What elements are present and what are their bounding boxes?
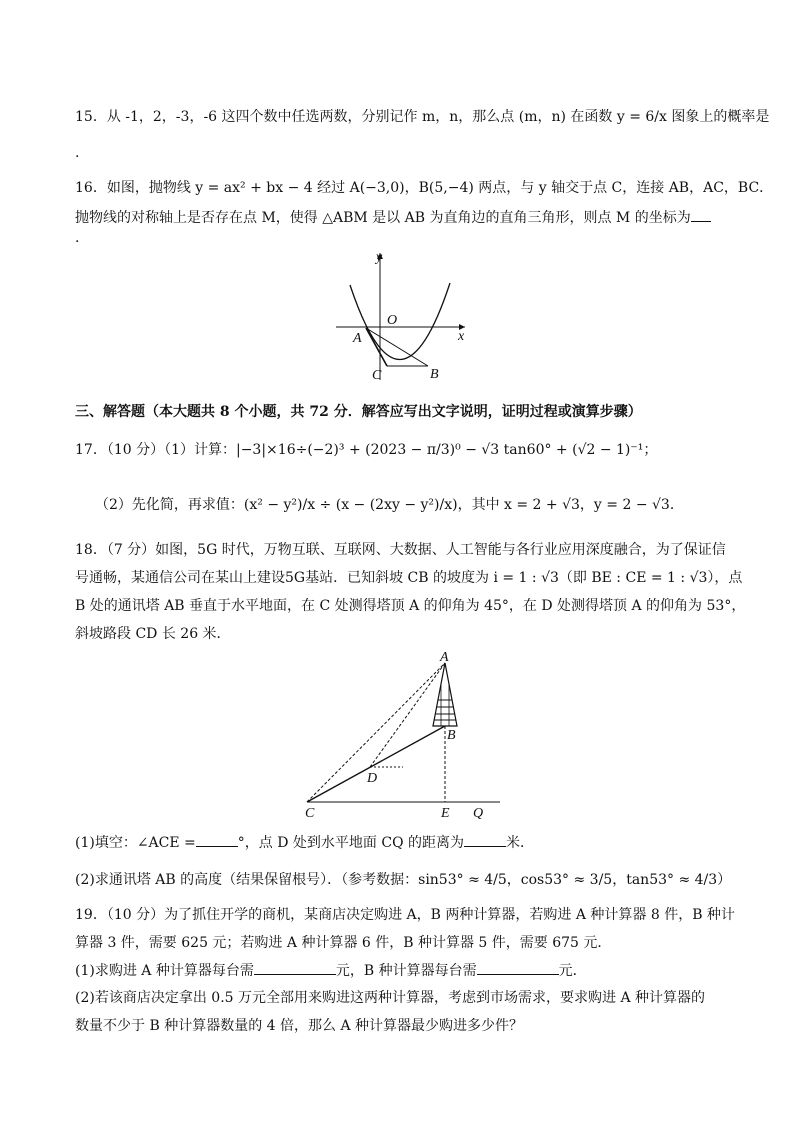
- q18-sub1: [75, 832, 534, 853]
- q15-line2: .: [75, 145, 80, 161]
- q16-line1: 16．如图，抛物线 y = ax² + bx − 4 经过 A(−3,0)，B(5,−4) 两点，与 y 轴交于点 C，连接 AB，AC，BC．: [75, 180, 774, 196]
- q16-line2: [75, 207, 711, 228]
- q18-line3: B 处的通讯塔 AB 垂直于水平地面，在 C 处测得塔顶 A 的仰角为 45°，在 D 处测得塔顶 A 的仰角为 53°，: [75, 598, 746, 614]
- label-q: Q: [473, 806, 484, 821]
- q17-part1: 17．（10 分）（1）计算：|−3|×16÷(−2)³ + (2023 − π/3)⁰ − √3 tan60° + (√2 − 1)⁻¹；: [75, 442, 658, 458]
- segment-ab: [366, 328, 428, 366]
- label-y: y: [376, 250, 383, 265]
- q19-line2: 算器 3 件，需要 625 元；若购进 A 种计算器 6 件，B 种计算器 5 件，需要 675 元．: [75, 935, 612, 951]
- q18-angle-blank: [196, 832, 238, 847]
- label-b: B: [430, 367, 439, 382]
- q19-sub1-c: 元．: [558, 963, 587, 979]
- q16-answer-blank: [691, 207, 711, 222]
- label-c: C: [372, 368, 382, 383]
- segment-ac: [366, 328, 387, 366]
- q18-distance-blank: [464, 832, 506, 847]
- tower-figure: [295, 645, 515, 825]
- da-dashed: [370, 663, 445, 767]
- label-b: B: [447, 728, 456, 743]
- q19-sub1-a: (1)求购进 A 种计算器每台需: [75, 963, 254, 979]
- section-title: 三、解答题（本大题共 8 个小题，共 72 分．解答应写出文字说明，证明过程或演算步骤）: [75, 404, 642, 420]
- q18-sub2: (2)求通讯塔 AB 的高度（结果保留根号）．（参考数据：sin53° ≈ 4/5，cos53° ≈ 3/5，tan53° ≈ 4/3）: [75, 872, 732, 888]
- parabola-curve: [350, 283, 450, 360]
- q19-line1: 19．（10 分）为了抓住开学的商机，某商店决定购进 A，B 两种计算器，若购进 A 种计算器 8 件，B 种计: [75, 907, 735, 923]
- slope-cb: [307, 726, 445, 802]
- label-a: A: [440, 650, 449, 665]
- q18-line1: 18．（7 分）如图，5G 时代，万物互联、互联网、大数据、人工智能与各行业应用深度融合，为了保证信: [75, 542, 726, 558]
- q19-sub2-line1: (2)若该商店决定拿出 0.5 万元全部用来购进这两种计算器，考虑到市场需求，要求购进 A 种计算器的: [75, 990, 706, 1006]
- parabola-figure: [330, 245, 480, 385]
- q19-sub1: [75, 960, 587, 981]
- label-e: E: [441, 806, 450, 821]
- q19-sub1-b: 元，B 种计算器每台需: [335, 963, 477, 979]
- q18-sub1-c: 米．: [506, 835, 535, 851]
- q15-line1: 15．从 -1，2，-3，-6 这四个数中任选两数，分别记作 m，n，那么点 (m，n) 在函数 y = 6/x 图象上的概率是: [75, 109, 770, 125]
- q19-price-a-blank: [254, 960, 336, 975]
- tower: [433, 663, 457, 726]
- label-x: x: [458, 329, 465, 344]
- q18-sub1-b: °，点 D 处到水平地面 CQ 的距离为: [237, 835, 465, 851]
- label-o: O: [387, 313, 398, 328]
- label-c: C: [305, 806, 315, 821]
- q19-sub2-line2: 数量不少于 B 种计算器数量的 4 倍，那么 A 种计算器最少购进多少件？: [75, 1018, 524, 1034]
- q18-line2: 号通畅，某通信公司在某山上建设5G基站．已知斜坡 CB 的坡度为 i = 1 : √3（即 BE : CE = 1 : √3），点: [75, 570, 743, 586]
- q16-line2-text: 抛物线的对称轴上是否存在点 M，使得 △ABM 是以 AB 为直角边的直角三角形，则点 M 的坐标为: [75, 210, 691, 226]
- q18-line4: 斜坡路段 CD 长 26 米．: [75, 626, 231, 642]
- q17-part2: （2）先化简，再求值：(x² − y²)/x ÷ (x − (2xy − y²)/x)，其中 x = 2 + √3，y = 2 − √3．: [95, 497, 684, 513]
- q19-price-b-blank: [477, 960, 559, 975]
- q16-line3: .: [75, 230, 80, 246]
- q18-sub1-a: (1)填空：∠ACE =: [75, 835, 196, 851]
- label-a: A: [353, 331, 362, 346]
- label-d: D: [367, 771, 378, 786]
